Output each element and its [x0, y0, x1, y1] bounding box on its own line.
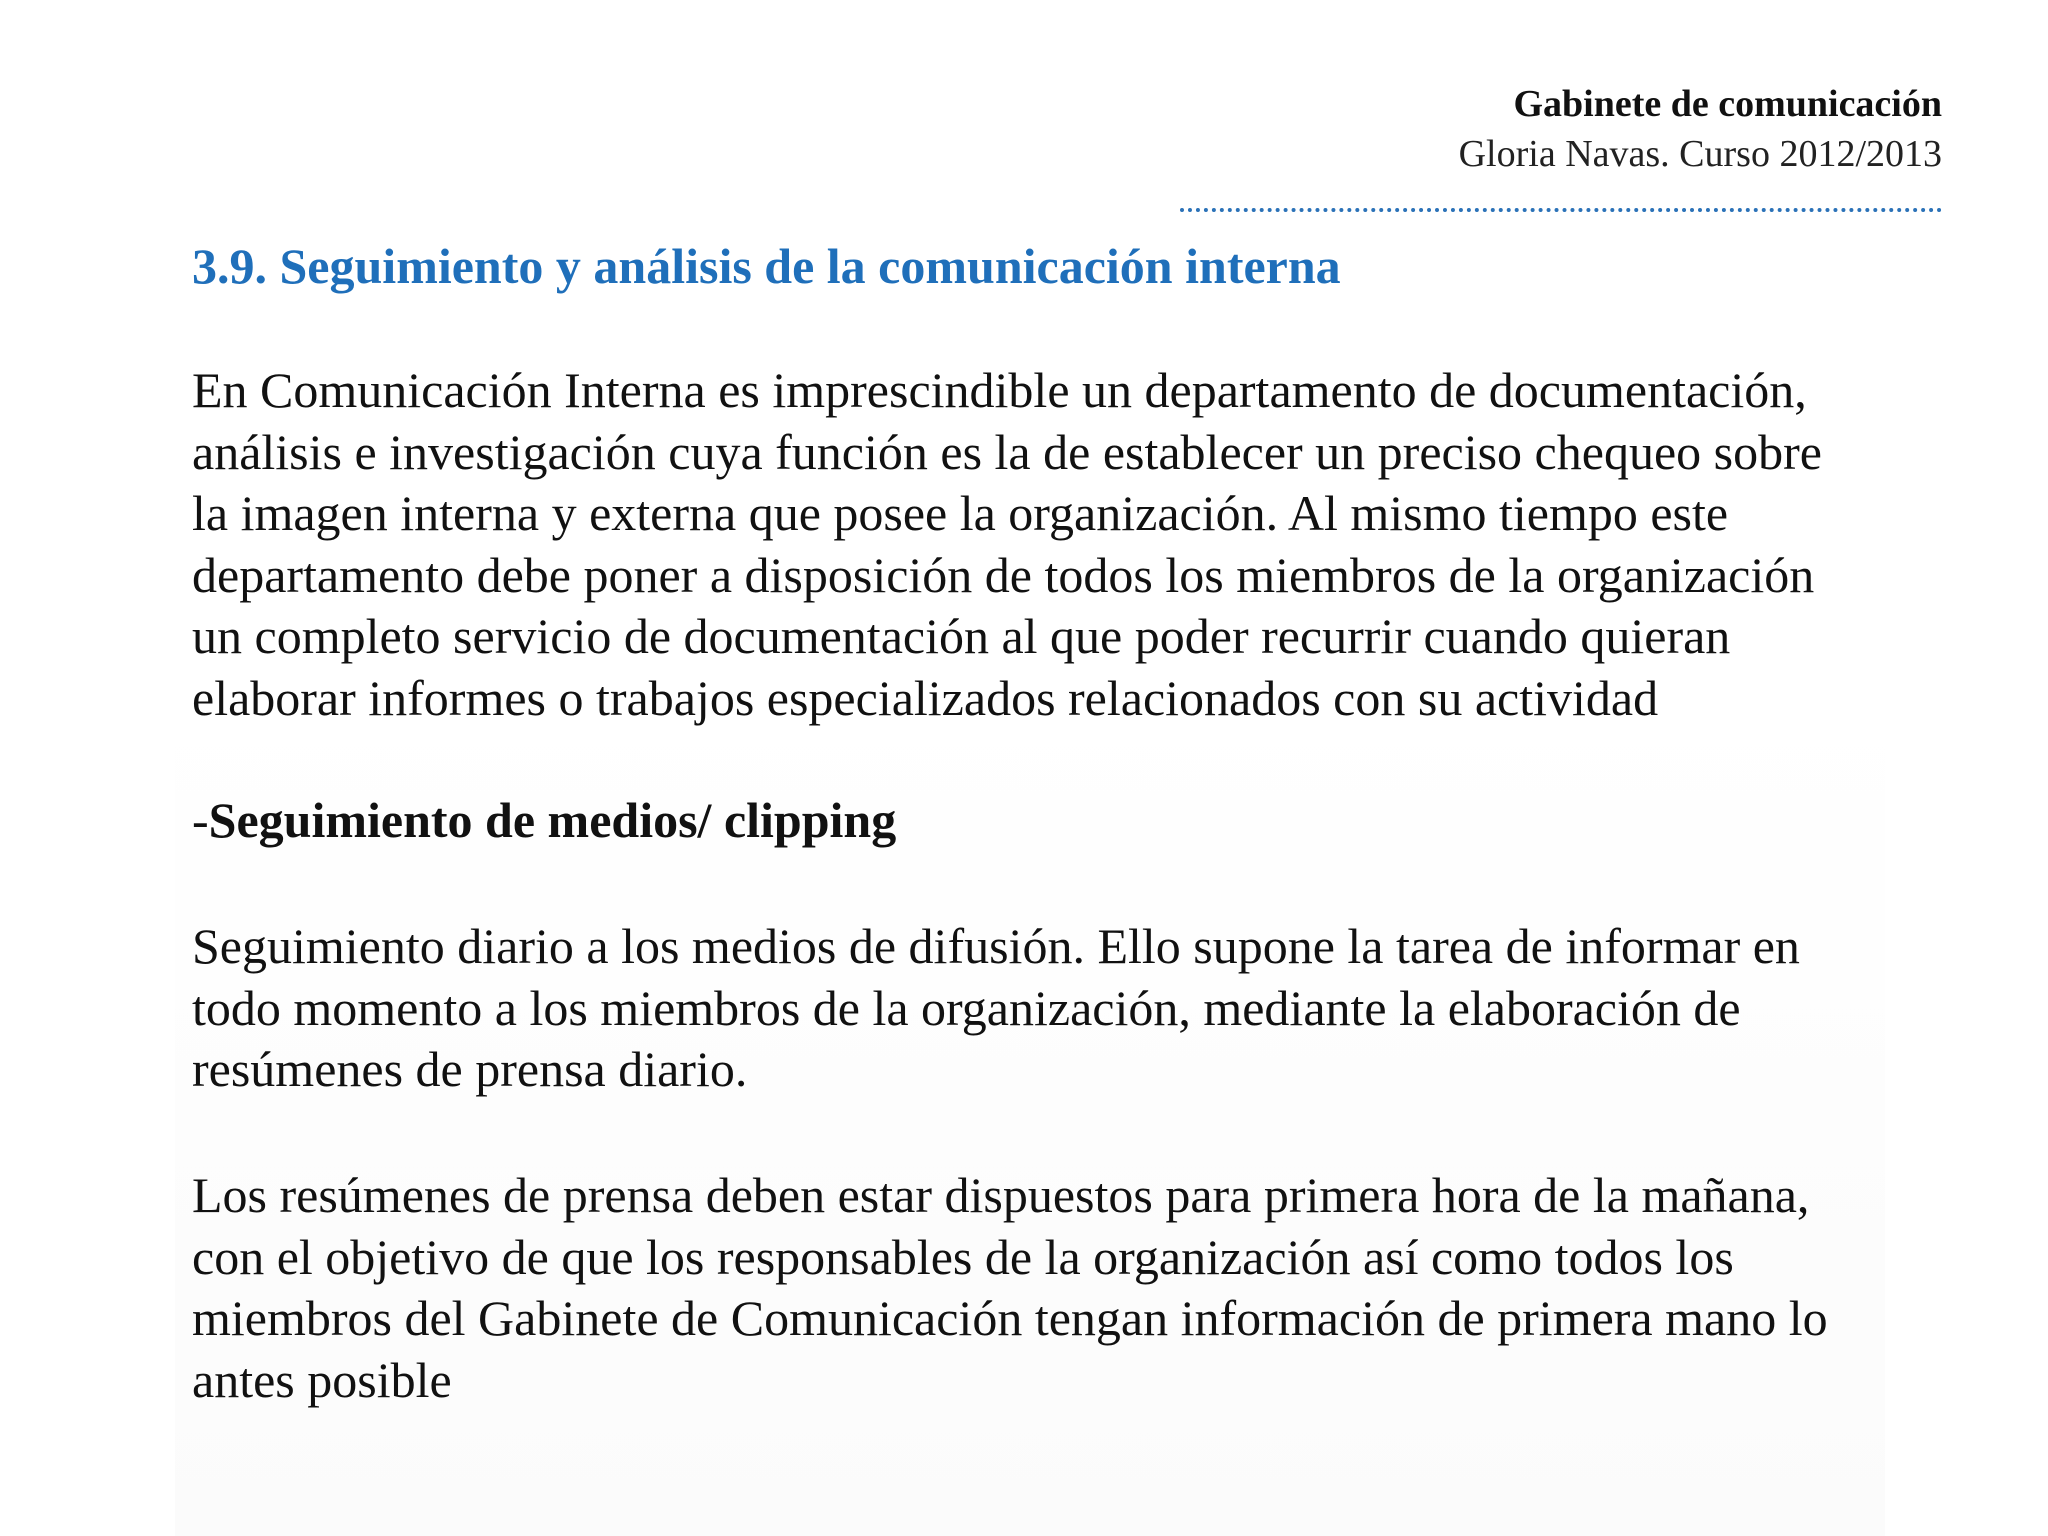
- paragraph-line: Los resúmenes de prensa deben estar dispuestos para primera hora de la mañana,: [192, 1167, 1810, 1223]
- header-dotted-divider: [1180, 208, 1942, 212]
- paragraph-press-summaries: [192, 1165, 1828, 1411]
- slide-header: [1459, 80, 1942, 178]
- subheading-media-monitoring: [192, 790, 896, 851]
- paragraph-line: elaborar informes o trabajos especializados relacionados con su actividad: [192, 669, 1659, 726]
- paragraph-line: antes posible: [192, 1351, 452, 1408]
- header-title: Gabinete de comunicación: [1513, 83, 1942, 125]
- paragraph-line: Seguimiento diario a los medios de difusión. Ello supone la tarea de informar en: [192, 918, 1800, 974]
- section-title: 3.9. Seguimiento y análisis de la comunicación interna: [192, 238, 1341, 294]
- subheading-text: Seguimiento de medios/ clipping: [208, 792, 897, 848]
- paragraph-line: con el objetivo de que los responsables de la organización así como todos los: [192, 1228, 1734, 1285]
- paragraph-line: resúmenes de prensa diario.: [192, 1041, 748, 1097]
- paragraph-line: la imagen interna y externa que posee la organización. Al mismo tiempo este: [192, 485, 1729, 541]
- paragraph-line: En Comunicación Interna es imprescindible un departamento de documentación,: [192, 362, 1807, 418]
- paragraph-line: departamento debe poner a disposición de todos los miembros de la organización: [192, 546, 1815, 603]
- paragraph-daily-monitoring: [192, 916, 1800, 1101]
- paragraph-line: un completo servicio de documentación al que poder recurrir cuando quieran: [192, 608, 1731, 664]
- header-subtitle: Gloria Navas. Curso 2012/2013: [1458, 133, 1942, 175]
- paragraph-line: análisis e investigación cuya función es la de establecer un preciso chequeo sobre: [192, 423, 1822, 480]
- paragraph-line: miembros del Gabinete de Comunicación tengan información de primera mano lo: [192, 1290, 1828, 1346]
- subheading-dash: -: [192, 792, 209, 848]
- paragraph-documentation: [192, 360, 1822, 729]
- paragraph-line: todo momento a los miembros de la organización, mediante la elaboración de: [192, 979, 1741, 1036]
